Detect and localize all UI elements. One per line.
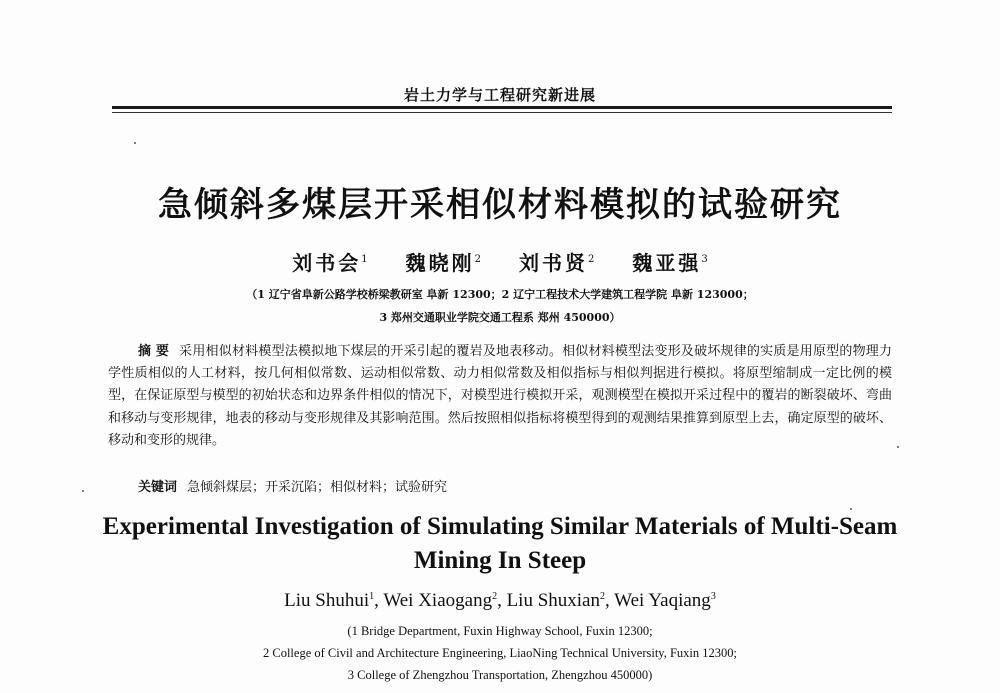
scan-speck: [82, 490, 84, 492]
author-zh: [406, 251, 481, 275]
authors-zh: [0, 247, 1000, 276]
abstract-label: 摘 要: [138, 344, 170, 359]
author-en-name: Liu Shuhui: [284, 590, 370, 611]
scan-speck: [134, 142, 136, 144]
abstract-text: 采用相似材料模型法模拟地下煤层的开采引起的覆岩及地表移动。相似材料模型法变形及破坏规律的实质是用原型的物理力学性质相似的人工材料，按几何相似常数、运动相似常数、动力相似常数及相似指标与相似判据进行模拟。将原型缩制成一定比例的模型，在保证原型与模型的初始状态和边界条件相似的情况下，对模型进行模拟开采，观测模型在模拟开采过程中的覆岩的断裂破坏、弯曲和移动与变形规律，地表的移动与变形规律及其影响范围。然后按照相似指标将模型得到的观测结果推算到原型上去，确定原型的破坏、移动和变形的规律。: [108, 344, 892, 448]
author-en-name: Wei Yaqiang: [614, 590, 711, 611]
scan-speck: [850, 508, 852, 510]
author-zh: [519, 251, 594, 275]
running-head: 岩土力学与工程研究新进展: [403, 86, 596, 104]
author-zh-name: 刘书贤: [518, 251, 588, 275]
keywords-text: 急倾斜煤层；开采沉陷；相似材料；试验研究: [187, 480, 448, 495]
author-zh-name: 魏亚强: [632, 251, 702, 275]
author-en-sup: 2: [600, 591, 605, 602]
author-en-sup: 3: [710, 591, 716, 602]
affiliation-zh-line: 3 郑州交通职业学院交通工程系 郑州 450000）: [379, 311, 621, 324]
affiliation-zh-line: （1 辽宁省阜新公路学校桥梁教研室 阜新 12300；2 辽宁工程技术大学建筑工程学院 阜新 123000；: [246, 288, 754, 301]
author-en: [383, 590, 497, 611]
author-en: [507, 590, 605, 611]
title-en: Experimental Investigation of Simulating Similar Materials of Multi-Seam Mining In Steep: [102, 513, 898, 574]
author-zh: [632, 251, 707, 275]
abstract: [108, 341, 892, 452]
author-en-name: Liu Shuxian: [506, 590, 600, 611]
author-en: [284, 590, 374, 611]
author-en-name: Wei Xiaogang: [383, 590, 493, 611]
author-en-sup: 1: [369, 591, 375, 602]
author-zh-sup: 2: [474, 254, 482, 265]
author-zh-sup: 3: [701, 254, 708, 265]
title-zh: 急倾斜多煤层开采相似材料模拟的试验研究: [158, 185, 842, 225]
affiliation-en-line: 2 College of Civil and Architecture Engineering, LiaoNing Technical University, Fuxin 12300;: [262, 646, 738, 660]
author-zh-name: 刘书会: [292, 251, 362, 275]
keywords-label: 关键词: [138, 480, 178, 495]
affiliation-en-line: 3 College of Zhengzhou Transportation, Zhengzhou 450000): [347, 668, 653, 682]
author-zh-sup: 2: [587, 254, 595, 265]
author-zh-name: 魏晓刚: [405, 251, 475, 275]
author-zh: [292, 251, 367, 275]
author-en-sup: 2: [492, 591, 498, 602]
header-rule-thin: [112, 112, 892, 113]
affiliation-en-line: (1 Bridge Department, Fuxin Highway School, Fuxin 12300;: [347, 624, 653, 638]
author-en: [614, 590, 716, 611]
header-rule: [112, 106, 892, 109]
author-zh-sup: 1: [361, 254, 368, 265]
scan-speck: [897, 446, 899, 448]
authors-en: Liu Shuhui$^1$, Wei Xiaogang$^2$, Liu Shuxian$^2$, Wei Yaqiang$^3$: [284, 590, 716, 611]
keywords: [138, 476, 447, 495]
